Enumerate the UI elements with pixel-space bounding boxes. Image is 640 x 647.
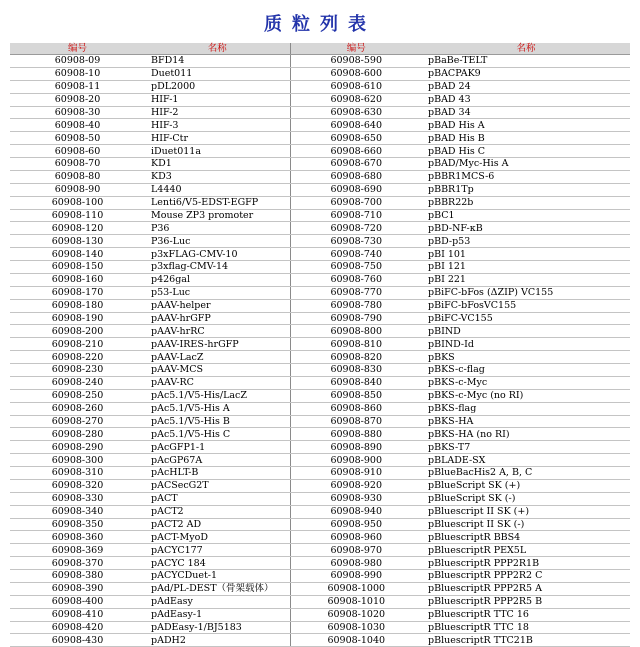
left-name-cell: HIF-2	[145, 106, 290, 119]
left-number-cell: 60908-360	[10, 531, 145, 544]
left-number-cell: 60908-430	[10, 634, 145, 647]
right-number-cell: 60908-900	[290, 454, 422, 467]
right-name-cell: pBBR1Tp	[422, 183, 630, 196]
left-number-cell: 60908-300	[10, 454, 145, 467]
left-name-cell: p426gal	[145, 273, 290, 286]
left-name-cell: pADH2	[145, 634, 290, 647]
left-number-cell: 60908-09	[10, 55, 145, 68]
left-number-cell: 60908-370	[10, 557, 145, 570]
table-header-row	[10, 43, 630, 55]
left-name-cell: Duet011	[145, 67, 290, 80]
table-row	[10, 531, 630, 544]
left-name-cell: BFD14	[145, 55, 290, 68]
right-name-cell: pBLADE-SX	[422, 454, 630, 467]
left-name-cell: p3xFLAG-CMV-10	[145, 248, 290, 261]
right-name-cell: pBD-NF-κB	[422, 222, 630, 235]
left-number-cell: 60908-350	[10, 518, 145, 531]
right-number-cell: 60908-630	[290, 106, 422, 119]
table-row	[10, 479, 630, 492]
left-number-cell: 60908-150	[10, 261, 145, 274]
right-number-cell: 60908-1040	[290, 634, 422, 647]
left-number-cell: 60908-60	[10, 145, 145, 158]
right-number-cell: 60908-990	[290, 570, 422, 583]
right-name-cell: pBC1	[422, 209, 630, 222]
right-number-cell: 60908-910	[290, 467, 422, 480]
table-row	[10, 441, 630, 454]
left-number-cell: 60908-100	[10, 196, 145, 209]
left-name-cell: HIF-1	[145, 93, 290, 106]
right-number-cell: 60908-780	[290, 299, 422, 312]
right-name-cell: pBACPAK9	[422, 67, 630, 80]
right-number-cell: 60908-600	[290, 67, 422, 80]
table-row	[10, 338, 630, 351]
right-name-cell: pBluescript II SK (+)	[422, 505, 630, 518]
left-name-cell: pAdEasy	[145, 595, 290, 608]
left-number-cell: 60908-260	[10, 402, 145, 415]
right-name-cell: pBAD His B	[422, 132, 630, 145]
right-number-cell: 60908-620	[290, 93, 422, 106]
right-name-cell: pBluescriptR PPP2R1B	[422, 557, 630, 570]
left-name-cell: pACT2 AD	[145, 518, 290, 531]
right-name-cell: pBluescript II SK (-)	[422, 518, 630, 531]
left-name-cell: pAd/PL-DEST（骨架载体）	[145, 582, 290, 595]
right-name-cell: pBKS-flag	[422, 402, 630, 415]
table-row	[10, 106, 630, 119]
right-name-cell: pBI 221	[422, 273, 630, 286]
table-row	[10, 67, 630, 80]
right-name-cell: pBKS-c-Myc (no RI)	[422, 389, 630, 402]
table-row	[10, 80, 630, 93]
left-name-cell: pACT2	[145, 505, 290, 518]
right-name-cell: pBAD 34	[422, 106, 630, 119]
right-number-cell: 60908-700	[290, 196, 422, 209]
left-number-cell: 60908-120	[10, 222, 145, 235]
right-number-cell: 60908-640	[290, 119, 422, 132]
left-number-cell: 60908-130	[10, 235, 145, 248]
right-number-cell: 60908-870	[290, 415, 422, 428]
left-name-cell: pAAV-hrRC	[145, 325, 290, 338]
right-name-cell: pBKS-HA	[422, 415, 630, 428]
table-row	[10, 261, 630, 274]
left-number-cell: 60908-180	[10, 299, 145, 312]
table-row	[10, 364, 630, 377]
table-row	[10, 132, 630, 145]
right-name-cell: pBlueBacHis2 A, B, C	[422, 467, 630, 480]
right-number-cell: 60908-850	[290, 389, 422, 402]
table-body	[10, 55, 630, 647]
right-number-cell: 60908-940	[290, 505, 422, 518]
right-name-cell: pBluescriptR BBS4	[422, 531, 630, 544]
table-row	[10, 518, 630, 531]
right-name-cell: pBKS-c-Myc	[422, 376, 630, 389]
left-number-cell: 60908-250	[10, 389, 145, 402]
left-name-cell: pACYC177	[145, 544, 290, 557]
left-name-cell: pAc5.1/V5-His B	[145, 415, 290, 428]
left-name-cell: pAAV-MCS	[145, 364, 290, 377]
left-number-cell: 60908-190	[10, 312, 145, 325]
right-name-cell: pBAD His A	[422, 119, 630, 132]
left-name-cell: pDL2000	[145, 80, 290, 93]
left-name-cell: iDuet011a	[145, 145, 290, 158]
table-row	[10, 454, 630, 467]
left-name-cell: pAAV-LacZ	[145, 351, 290, 364]
left-number-cell: 60908-390	[10, 582, 145, 595]
right-number-cell: 60908-1000	[290, 582, 422, 595]
right-number-cell: 60908-840	[290, 376, 422, 389]
table-row	[10, 183, 630, 196]
table-row	[10, 402, 630, 415]
left-name-cell: Mouse ZP3 promoter	[145, 209, 290, 222]
left-name-cell: Lenti6/V5-EDST-EGFP	[145, 196, 290, 209]
right-number-cell: 60908-730	[290, 235, 422, 248]
left-number-cell: 60908-11	[10, 80, 145, 93]
right-number-cell: 60908-590	[290, 55, 422, 68]
left-name-cell: pACYCDuet-1	[145, 570, 290, 583]
table-row	[10, 235, 630, 248]
left-number-cell: 60908-50	[10, 132, 145, 145]
right-number-cell: 60908-820	[290, 351, 422, 364]
right-number-cell: 60908-660	[290, 145, 422, 158]
right-number-cell: 60908-930	[290, 492, 422, 505]
table-row	[10, 158, 630, 171]
left-name-cell: pAc5.1/V5-His C	[145, 428, 290, 441]
table-row	[10, 608, 630, 621]
left-name-cell: pAAV-RC	[145, 376, 290, 389]
header-number-right: 编号	[290, 43, 422, 55]
right-number-cell: 60908-720	[290, 222, 422, 235]
right-number-cell: 60908-800	[290, 325, 422, 338]
left-number-cell: 60908-330	[10, 492, 145, 505]
right-name-cell: pBiFC-bFosVC155	[422, 299, 630, 312]
table-row	[10, 145, 630, 158]
right-number-cell: 60908-830	[290, 364, 422, 377]
right-name-cell: pBluescriptR PPP2R5 B	[422, 595, 630, 608]
left-name-cell: HIF-Ctr	[145, 132, 290, 145]
right-number-cell: 60908-1010	[290, 595, 422, 608]
right-number-cell: 60908-980	[290, 557, 422, 570]
left-number-cell: 60908-10	[10, 67, 145, 80]
right-name-cell: pBKS-HA (no RI)	[422, 428, 630, 441]
right-number-cell: 60908-690	[290, 183, 422, 196]
right-number-cell: 60908-920	[290, 479, 422, 492]
right-number-cell: 60908-650	[290, 132, 422, 145]
right-name-cell: pBI 101	[422, 248, 630, 261]
right-number-cell: 60908-760	[290, 273, 422, 286]
right-number-cell: 60908-1020	[290, 608, 422, 621]
right-name-cell: pBaBe-TELT	[422, 55, 630, 68]
right-number-cell: 60908-710	[290, 209, 422, 222]
right-name-cell: pBIND-Id	[422, 338, 630, 351]
left-name-cell: p3xflag-CMV-14	[145, 261, 290, 274]
left-number-cell: 60908-400	[10, 595, 145, 608]
right-number-cell: 60908-880	[290, 428, 422, 441]
right-number-cell: 60908-960	[290, 531, 422, 544]
left-number-cell: 60908-200	[10, 325, 145, 338]
plasmid-table	[10, 43, 630, 647]
table-row	[10, 376, 630, 389]
table-row	[10, 273, 630, 286]
right-name-cell: pBIND	[422, 325, 630, 338]
left-number-cell: 60908-30	[10, 106, 145, 119]
right-name-cell: pBluescriptR PPP2R2 C	[422, 570, 630, 583]
table-row	[10, 351, 630, 364]
right-number-cell: 60908-740	[290, 248, 422, 261]
left-name-cell: pAAV-hrGFP	[145, 312, 290, 325]
left-name-cell: pAc5.1/V5-His A	[145, 402, 290, 415]
left-number-cell: 60908-90	[10, 183, 145, 196]
left-number-cell: 60908-40	[10, 119, 145, 132]
right-name-cell: pBI 121	[422, 261, 630, 274]
left-name-cell: L4440	[145, 183, 290, 196]
left-name-cell: pAcHLT-B	[145, 467, 290, 480]
left-number-cell: 60908-270	[10, 415, 145, 428]
page-title: 质粒列表	[264, 14, 376, 35]
left-name-cell: pACT-MyoD	[145, 531, 290, 544]
right-name-cell: pBAD His C	[422, 145, 630, 158]
left-name-cell: pACT	[145, 492, 290, 505]
table-row	[10, 389, 630, 402]
left-number-cell: 60908-230	[10, 364, 145, 377]
right-name-cell: pBlueScript SK (-)	[422, 492, 630, 505]
right-number-cell: 60908-810	[290, 338, 422, 351]
left-name-cell: pAAV-IRES-hrGFP	[145, 338, 290, 351]
right-name-cell: pBAD 24	[422, 80, 630, 93]
right-name-cell: pBBR22b	[422, 196, 630, 209]
right-number-cell: 60908-610	[290, 80, 422, 93]
table-row	[10, 299, 630, 312]
table-row	[10, 505, 630, 518]
right-number-cell: 60908-970	[290, 544, 422, 557]
left-name-cell: pACSecG2T	[145, 479, 290, 492]
table-row	[10, 222, 630, 235]
left-number-cell: 60908-420	[10, 621, 145, 634]
left-number-cell: 60908-160	[10, 273, 145, 286]
right-name-cell: pBKS-c-flag	[422, 364, 630, 377]
right-name-cell: pBluescriptR TTC 18	[422, 621, 630, 634]
left-number-cell: 60908-210	[10, 338, 145, 351]
left-name-cell: pAcGP67A	[145, 454, 290, 467]
table-row	[10, 170, 630, 183]
right-number-cell: 60908-1030	[290, 621, 422, 634]
table-row	[10, 312, 630, 325]
left-number-cell: 60908-110	[10, 209, 145, 222]
left-number-cell: 60908-410	[10, 608, 145, 621]
left-number-cell: 60908-320	[10, 479, 145, 492]
left-name-cell: pAAV-helper	[145, 299, 290, 312]
left-number-cell: 60908-290	[10, 441, 145, 454]
table-row	[10, 621, 630, 634]
left-number-cell: 60908-170	[10, 286, 145, 299]
right-name-cell: pBiFC-bFos (ΔZIP) VC155	[422, 286, 630, 299]
left-number-cell: 60908-80	[10, 170, 145, 183]
left-name-cell: pAc5.1/V5-His/LacZ	[145, 389, 290, 402]
right-number-cell: 60908-680	[290, 170, 422, 183]
left-number-cell: 60908-70	[10, 158, 145, 171]
table-row	[10, 209, 630, 222]
table-row	[10, 55, 630, 68]
table-row	[10, 93, 630, 106]
right-number-cell: 60908-860	[290, 402, 422, 415]
table-row	[10, 557, 630, 570]
right-name-cell: pBluescriptR PPP2R5 A	[422, 582, 630, 595]
table-row	[10, 595, 630, 608]
table-row	[10, 119, 630, 132]
table-row	[10, 492, 630, 505]
left-name-cell: HIF-3	[145, 119, 290, 132]
left-name-cell: pACYC 184	[145, 557, 290, 570]
right-number-cell: 60908-790	[290, 312, 422, 325]
left-number-cell: 60908-280	[10, 428, 145, 441]
left-name-cell: KD1	[145, 158, 290, 171]
table-row	[10, 286, 630, 299]
right-name-cell: pBKS	[422, 351, 630, 364]
right-number-cell: 60908-750	[290, 261, 422, 274]
left-number-cell: 60908-140	[10, 248, 145, 261]
left-number-cell: 60908-310	[10, 467, 145, 480]
table-row	[10, 570, 630, 583]
left-number-cell: 60908-220	[10, 351, 145, 364]
left-name-cell: KD3	[145, 170, 290, 183]
table-row	[10, 325, 630, 338]
table-row	[10, 467, 630, 480]
table-row	[10, 544, 630, 557]
right-name-cell: pBAD 43	[422, 93, 630, 106]
left-number-cell: 60908-20	[10, 93, 145, 106]
right-name-cell: pBD-p53	[422, 235, 630, 248]
left-name-cell: P36-Luc	[145, 235, 290, 248]
table-row	[10, 248, 630, 261]
header-name-right: 名称	[422, 43, 630, 55]
left-name-cell: pAdEasy-1	[145, 608, 290, 621]
left-name-cell: pADEasy-1/BJ5183	[145, 621, 290, 634]
right-name-cell: pBKS-T7	[422, 441, 630, 454]
right-number-cell: 60908-890	[290, 441, 422, 454]
right-name-cell: pBiFC-VC155	[422, 312, 630, 325]
left-name-cell: P36	[145, 222, 290, 235]
left-name-cell: p53-Luc	[145, 286, 290, 299]
header-name-left: 名称	[145, 43, 290, 55]
right-name-cell: pBlueScript SK (+)	[422, 479, 630, 492]
table-row	[10, 196, 630, 209]
right-name-cell: pBluescriptR TTC 16	[422, 608, 630, 621]
table-row	[10, 634, 630, 647]
left-name-cell: pAcGFP1-1	[145, 441, 290, 454]
left-number-cell: 60908-340	[10, 505, 145, 518]
right-name-cell: pBluescriptR PEX5L	[422, 544, 630, 557]
table-row	[10, 415, 630, 428]
right-number-cell: 60908-670	[290, 158, 422, 171]
left-number-cell: 60908-240	[10, 376, 145, 389]
right-name-cell: pBBR1MCS-6	[422, 170, 630, 183]
left-number-cell: 60908-380	[10, 570, 145, 583]
right-number-cell: 60908-950	[290, 518, 422, 531]
table-row	[10, 428, 630, 441]
left-number-cell: 60908-369	[10, 544, 145, 557]
header-number-left: 编号	[10, 43, 145, 55]
right-name-cell: pBluescriptR TTC21B	[422, 634, 630, 647]
table-row	[10, 582, 630, 595]
right-name-cell: pBAD/Myc-His A	[422, 158, 630, 171]
right-number-cell: 60908-770	[290, 286, 422, 299]
